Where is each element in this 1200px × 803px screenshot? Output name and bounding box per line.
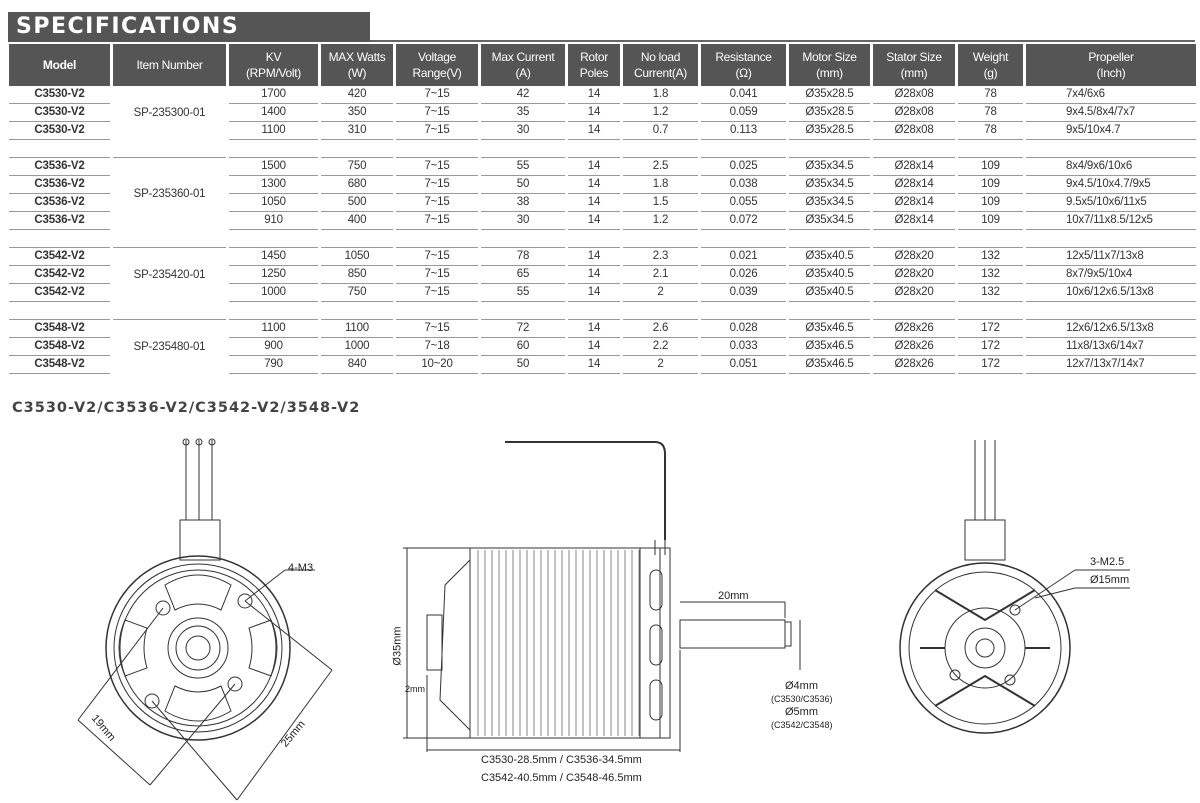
spacer-cell bbox=[789, 230, 870, 248]
header-line: Stator Size bbox=[886, 50, 942, 64]
table-cell: Ø35x40.5 bbox=[789, 248, 870, 266]
spacer-cell bbox=[958, 302, 1023, 320]
table-cell: 840 bbox=[321, 356, 393, 374]
table-cell: 0.026 bbox=[701, 266, 786, 284]
rear-view-drawing bbox=[900, 440, 1130, 733]
spacer-cell bbox=[9, 140, 110, 158]
header-line: Max Current bbox=[491, 50, 555, 64]
table-cell: Ø35x46.5 bbox=[789, 356, 870, 374]
table-cell: 1.8 bbox=[623, 176, 698, 194]
table-cell: C3536-V2 bbox=[9, 194, 110, 212]
column-header bbox=[958, 44, 1023, 86]
table-cell: 109 bbox=[958, 212, 1023, 230]
table-cell: Ø35x46.5 bbox=[789, 320, 870, 338]
spacer-cell bbox=[568, 230, 620, 248]
table-row bbox=[9, 158, 1196, 176]
table-cell: 14 bbox=[568, 86, 620, 104]
table-cell: 14 bbox=[568, 320, 620, 338]
spacer-cell bbox=[229, 230, 318, 248]
table-cell: 750 bbox=[321, 158, 393, 176]
table-cell: Ø35x40.5 bbox=[789, 284, 870, 302]
table-cell: 1450 bbox=[229, 248, 318, 266]
table-cell: 12x5/11x7/13x8 bbox=[1026, 248, 1196, 266]
header-line: Voltage bbox=[418, 50, 456, 64]
spacer-cell bbox=[481, 302, 565, 320]
header-line: Model bbox=[42, 58, 77, 72]
column-header bbox=[113, 44, 226, 86]
table-cell: 14 bbox=[568, 158, 620, 176]
table-cell: 2.3 bbox=[623, 248, 698, 266]
table-cell: 172 bbox=[958, 320, 1023, 338]
table-cell: 9x5/10x4.7 bbox=[1026, 122, 1196, 140]
column-header bbox=[701, 44, 786, 86]
table-cell: 1100 bbox=[229, 122, 318, 140]
spacer-cell bbox=[229, 302, 318, 320]
item-number: SP-235480-01 bbox=[133, 340, 206, 353]
table-cell: 2.6 bbox=[623, 320, 698, 338]
spacer-cell bbox=[113, 140, 226, 158]
table-cell: 0.039 bbox=[701, 284, 786, 302]
table-row bbox=[9, 248, 1196, 266]
table-cell: 310 bbox=[321, 122, 393, 140]
shaft-d1-models: (C3530/C3536) bbox=[771, 694, 833, 704]
table-cell: 78 bbox=[958, 122, 1023, 140]
table-cell: C3542-V2 bbox=[9, 266, 110, 284]
column-header bbox=[623, 44, 698, 86]
table-cell: C3530-V2 bbox=[9, 86, 110, 104]
table-cell: 850 bbox=[321, 266, 393, 284]
spacer-cell bbox=[321, 140, 393, 158]
rear-diameter-label: Ø15mm bbox=[1090, 574, 1130, 586]
table-cell: 1250 bbox=[229, 266, 318, 284]
table-row bbox=[9, 86, 1196, 104]
table-cell: 14 bbox=[568, 356, 620, 374]
column-header bbox=[873, 44, 955, 86]
table-cell: 12x7/13x7/14x7 bbox=[1026, 356, 1196, 374]
table-cell: 680 bbox=[321, 176, 393, 194]
spacer-cell bbox=[701, 140, 786, 158]
drawing-title: C3530-V2/C3536-V2/C3542-V2/3548-V2 bbox=[12, 400, 361, 416]
motor-drawings bbox=[0, 420, 1200, 803]
table-cell: 50 bbox=[481, 176, 565, 194]
spacer-cell bbox=[789, 140, 870, 158]
table-cell: 7~15 bbox=[396, 212, 478, 230]
spacer-cell bbox=[1026, 230, 1196, 248]
table-cell: 9x4.5/8x4/7x7 bbox=[1026, 104, 1196, 122]
table-cell: 1.8 bbox=[623, 86, 698, 104]
table-cell: 0.033 bbox=[701, 338, 786, 356]
spacer-cell bbox=[873, 302, 955, 320]
header-line: No load bbox=[640, 50, 681, 64]
spacer-cell bbox=[623, 230, 698, 248]
table-cell: 0.113 bbox=[701, 122, 786, 140]
table-cell: 0.038 bbox=[701, 176, 786, 194]
table-cell: 500 bbox=[321, 194, 393, 212]
spacer-cell bbox=[958, 140, 1023, 158]
shaft-d2-models: (C3542/C3548) bbox=[771, 720, 833, 730]
shaft-length-label: 20mm bbox=[718, 590, 749, 602]
table-cell: 12x6/12x6.5/13x8 bbox=[1026, 320, 1196, 338]
shaft-d1-label: Ø4mm bbox=[785, 680, 818, 692]
table-cell: C3542-V2 bbox=[9, 248, 110, 266]
length-label-1: C3530-28.5mm / C3536-34.5mm bbox=[481, 754, 642, 766]
table-cell: Ø35x34.5 bbox=[789, 194, 870, 212]
header-unit: (Ω) bbox=[735, 66, 752, 80]
table-cell: C3548-V2 bbox=[9, 356, 110, 374]
table-cell: Ø35x34.5 bbox=[789, 212, 870, 230]
spacer-cell bbox=[701, 302, 786, 320]
table-cell: 7~15 bbox=[396, 122, 478, 140]
table-cell: 7~15 bbox=[396, 194, 478, 212]
table-cell: 750 bbox=[321, 284, 393, 302]
table-cell: C3548-V2 bbox=[9, 320, 110, 338]
item-number: SP-235300-01 bbox=[133, 106, 206, 119]
front-dim-19: 19mm bbox=[88, 712, 118, 744]
table-cell: 132 bbox=[958, 248, 1023, 266]
spacer-cell bbox=[396, 302, 478, 320]
table-cell: 72 bbox=[481, 320, 565, 338]
table-cell: 1000 bbox=[321, 338, 393, 356]
header-unit: (g) bbox=[983, 66, 998, 80]
table-cell: Ø28x14 bbox=[873, 158, 955, 176]
table-cell: 420 bbox=[321, 86, 393, 104]
table-cell: 7~15 bbox=[396, 284, 478, 302]
header-unit: (mm) bbox=[816, 66, 843, 80]
table-cell: 38 bbox=[481, 194, 565, 212]
table-cell: Ø28x14 bbox=[873, 194, 955, 212]
table-cell: 10x7/11x8.5/12x5 bbox=[1026, 212, 1196, 230]
front-view-drawing bbox=[78, 439, 332, 800]
table-cell: 30 bbox=[481, 122, 565, 140]
table-cell: 78 bbox=[481, 248, 565, 266]
spacer-cell bbox=[481, 230, 565, 248]
spacer-cell bbox=[321, 230, 393, 248]
table-cell: 7~15 bbox=[396, 266, 478, 284]
table-cell: Ø28x14 bbox=[873, 212, 955, 230]
table-cell: 1050 bbox=[229, 194, 318, 212]
spec-table bbox=[6, 44, 1199, 374]
table-cell: 30 bbox=[481, 212, 565, 230]
spacer-cell bbox=[321, 302, 393, 320]
table-cell: 10x6/12x6.5/13x8 bbox=[1026, 284, 1196, 302]
table-cell: 172 bbox=[958, 338, 1023, 356]
table-cell: Ø35x28.5 bbox=[789, 86, 870, 104]
column-header bbox=[481, 44, 565, 86]
table-cell: 1400 bbox=[229, 104, 318, 122]
table-cell: 172 bbox=[958, 356, 1023, 374]
table-cell: 65 bbox=[481, 266, 565, 284]
header-line: Item Number bbox=[136, 58, 203, 72]
spacer-cell bbox=[9, 230, 110, 248]
table-cell: 9x4.5/10x4.7/9x5 bbox=[1026, 176, 1196, 194]
table-cell: 14 bbox=[568, 104, 620, 122]
title-divider bbox=[370, 40, 1195, 42]
spacer-cell bbox=[701, 230, 786, 248]
table-cell: 9.5x5/10x6/11x5 bbox=[1026, 194, 1196, 212]
table-cell: 0.059 bbox=[701, 104, 786, 122]
column-header bbox=[1026, 44, 1196, 86]
table-cell: Ø35x34.5 bbox=[789, 158, 870, 176]
header-line: Weight bbox=[972, 50, 1009, 64]
table-cell: C3536-V2 bbox=[9, 212, 110, 230]
table-cell: 0.7 bbox=[623, 122, 698, 140]
table-cell: 0.055 bbox=[701, 194, 786, 212]
spacer-cell bbox=[958, 230, 1023, 248]
table-cell: Ø28x08 bbox=[873, 122, 955, 140]
table-cell: 7~15 bbox=[396, 104, 478, 122]
side-diameter-label: Ø35mm bbox=[391, 626, 404, 666]
header-line: KV bbox=[265, 50, 282, 64]
shaft-d2-label: Ø5mm bbox=[785, 706, 818, 718]
table-cell: Ø28x08 bbox=[873, 104, 955, 122]
table-cell: 1050 bbox=[321, 248, 393, 266]
table-cell: 1300 bbox=[229, 176, 318, 194]
table-cell: Ø35x46.5 bbox=[789, 338, 870, 356]
table-cell: C3548-V2 bbox=[9, 338, 110, 356]
table-cell: C3536-V2 bbox=[9, 176, 110, 194]
table-cell: 8x7/9x5/10x4 bbox=[1026, 266, 1196, 284]
table-cell: 14 bbox=[568, 176, 620, 194]
spacer-cell bbox=[873, 140, 955, 158]
table-cell: 1.5 bbox=[623, 194, 698, 212]
table-cell: 109 bbox=[958, 194, 1023, 212]
header-unit: (W) bbox=[347, 66, 367, 80]
table-cell: 14 bbox=[568, 194, 620, 212]
table-cell: 2.5 bbox=[623, 158, 698, 176]
header-line: MAX Watts bbox=[328, 50, 386, 64]
table-cell: 132 bbox=[958, 266, 1023, 284]
table-cell: 0.072 bbox=[701, 212, 786, 230]
spacer-cell bbox=[568, 302, 620, 320]
table-cell: 1.2 bbox=[623, 212, 698, 230]
table-cell: 7~18 bbox=[396, 338, 478, 356]
table-cell: 910 bbox=[229, 212, 318, 230]
header-line: Rotor bbox=[580, 50, 608, 64]
column-header bbox=[568, 44, 620, 86]
column-header bbox=[396, 44, 478, 86]
table-cell: Ø28x14 bbox=[873, 176, 955, 194]
table-cell: 14 bbox=[568, 266, 620, 284]
table-cell: 0.041 bbox=[701, 86, 786, 104]
spacer-cell bbox=[396, 140, 478, 158]
table-cell: 14 bbox=[568, 122, 620, 140]
table-cell: 55 bbox=[481, 158, 565, 176]
group-spacer bbox=[9, 140, 1196, 158]
table-cell: C3530-V2 bbox=[9, 104, 110, 122]
table-cell: 1700 bbox=[229, 86, 318, 104]
front-dim-25: 25mm bbox=[278, 718, 308, 750]
spacer-cell bbox=[481, 140, 565, 158]
group-spacer bbox=[9, 230, 1196, 248]
column-header bbox=[9, 44, 110, 86]
item-number: SP-235360-01 bbox=[133, 187, 206, 200]
table-cell: 790 bbox=[229, 356, 318, 374]
table-cell: 0.028 bbox=[701, 320, 786, 338]
spacer-cell bbox=[623, 302, 698, 320]
table-cell: C3530-V2 bbox=[9, 122, 110, 140]
header-line: Motor Size bbox=[802, 50, 857, 64]
table-cell: 109 bbox=[958, 176, 1023, 194]
spacer-cell bbox=[623, 140, 698, 158]
table-cell: 7x4/6x6 bbox=[1026, 86, 1196, 104]
column-header bbox=[229, 44, 318, 86]
table-header-row bbox=[9, 44, 1196, 86]
rear-holes-label: 3-M2.5 bbox=[1090, 556, 1125, 568]
table-cell: Ø28x20 bbox=[873, 248, 955, 266]
table-cell: 1100 bbox=[321, 320, 393, 338]
table-cell: 8x4/9x6/10x6 bbox=[1026, 158, 1196, 176]
table-cell: 7~15 bbox=[396, 248, 478, 266]
table-cell: 900 bbox=[229, 338, 318, 356]
spacer-cell bbox=[396, 230, 478, 248]
spacer-cell bbox=[789, 302, 870, 320]
table-cell: 42 bbox=[481, 86, 565, 104]
header-unit: Current(A) bbox=[633, 66, 687, 80]
table-cell: 11x8/13x6/14x7 bbox=[1026, 338, 1196, 356]
table-cell: 78 bbox=[958, 86, 1023, 104]
table-cell: 78 bbox=[958, 104, 1023, 122]
table-cell: Ø28x26 bbox=[873, 338, 955, 356]
table-cell: Ø28x26 bbox=[873, 320, 955, 338]
item-number: SP-235420-01 bbox=[133, 268, 206, 281]
table-cell: 400 bbox=[321, 212, 393, 230]
group-spacer bbox=[9, 302, 1196, 320]
table-cell: 7~15 bbox=[396, 176, 478, 194]
table-cell: Ø35x40.5 bbox=[789, 266, 870, 284]
header-unit: Range(V) bbox=[412, 66, 462, 80]
header-line: Resistance bbox=[715, 50, 772, 64]
header-unit: Poles bbox=[579, 66, 609, 80]
table-cell: Ø28x20 bbox=[873, 284, 955, 302]
table-cell: 14 bbox=[568, 284, 620, 302]
table-cell: 1000 bbox=[229, 284, 318, 302]
table-row bbox=[9, 320, 1196, 338]
table-cell: 10~20 bbox=[396, 356, 478, 374]
table-cell: 132 bbox=[958, 284, 1023, 302]
table-cell: 1100 bbox=[229, 320, 318, 338]
spacer-cell bbox=[1026, 302, 1196, 320]
header-unit: (mm) bbox=[900, 66, 928, 80]
table-cell: C3536-V2 bbox=[9, 158, 110, 176]
table-cell: 14 bbox=[568, 248, 620, 266]
table-cell: 55 bbox=[481, 284, 565, 302]
table-cell: 1500 bbox=[229, 158, 318, 176]
spacer-cell bbox=[873, 230, 955, 248]
table-cell: 0.025 bbox=[701, 158, 786, 176]
column-header bbox=[789, 44, 870, 86]
table-cell: 2 bbox=[623, 284, 698, 302]
table-cell: Ø28x08 bbox=[873, 86, 955, 104]
table-cell: Ø35x28.5 bbox=[789, 104, 870, 122]
header-unit: (RPM/Volt) bbox=[245, 66, 301, 80]
front-holes-label: 4-M3 bbox=[288, 562, 314, 574]
table-cell: 7~15 bbox=[396, 86, 478, 104]
spacer-cell bbox=[9, 302, 110, 320]
table-cell: 0.021 bbox=[701, 248, 786, 266]
spacer-cell bbox=[113, 230, 226, 248]
table-cell: 2 bbox=[623, 356, 698, 374]
table-cell: Ø28x26 bbox=[873, 356, 955, 374]
header-unit: (A) bbox=[515, 66, 531, 80]
header-line: Propeller bbox=[1088, 50, 1134, 64]
header-unit: (Inch) bbox=[1096, 66, 1126, 80]
table-cell: 50 bbox=[481, 356, 565, 374]
table-cell: 35 bbox=[481, 104, 565, 122]
table-cell: 350 bbox=[321, 104, 393, 122]
table-cell: 14 bbox=[568, 212, 620, 230]
table-cell: 2.1 bbox=[623, 266, 698, 284]
spacer-cell bbox=[229, 140, 318, 158]
spacer-cell bbox=[113, 302, 226, 320]
table-cell: 7~15 bbox=[396, 158, 478, 176]
table-cell: 1.2 bbox=[623, 104, 698, 122]
table-cell: 7~15 bbox=[396, 320, 478, 338]
length-label-2: C3542-40.5mm / C3548-46.5mm bbox=[481, 772, 642, 784]
side-flange-label: 2mm bbox=[405, 684, 425, 694]
table-cell: 60 bbox=[481, 338, 565, 356]
spacer-cell bbox=[1026, 140, 1196, 158]
table-cell: 2.2 bbox=[623, 338, 698, 356]
table-cell: Ø35x34.5 bbox=[789, 176, 870, 194]
table-cell: 109 bbox=[958, 158, 1023, 176]
table-cell: Ø35x28.5 bbox=[789, 122, 870, 140]
table-cell: Ø28x20 bbox=[873, 266, 955, 284]
spacer-cell bbox=[568, 140, 620, 158]
table-cell: 14 bbox=[568, 338, 620, 356]
table-cell: 0.051 bbox=[701, 356, 786, 374]
page-title: SPECIFICATIONS bbox=[8, 12, 370, 42]
column-header bbox=[321, 44, 393, 86]
table-cell: C3542-V2 bbox=[9, 284, 110, 302]
